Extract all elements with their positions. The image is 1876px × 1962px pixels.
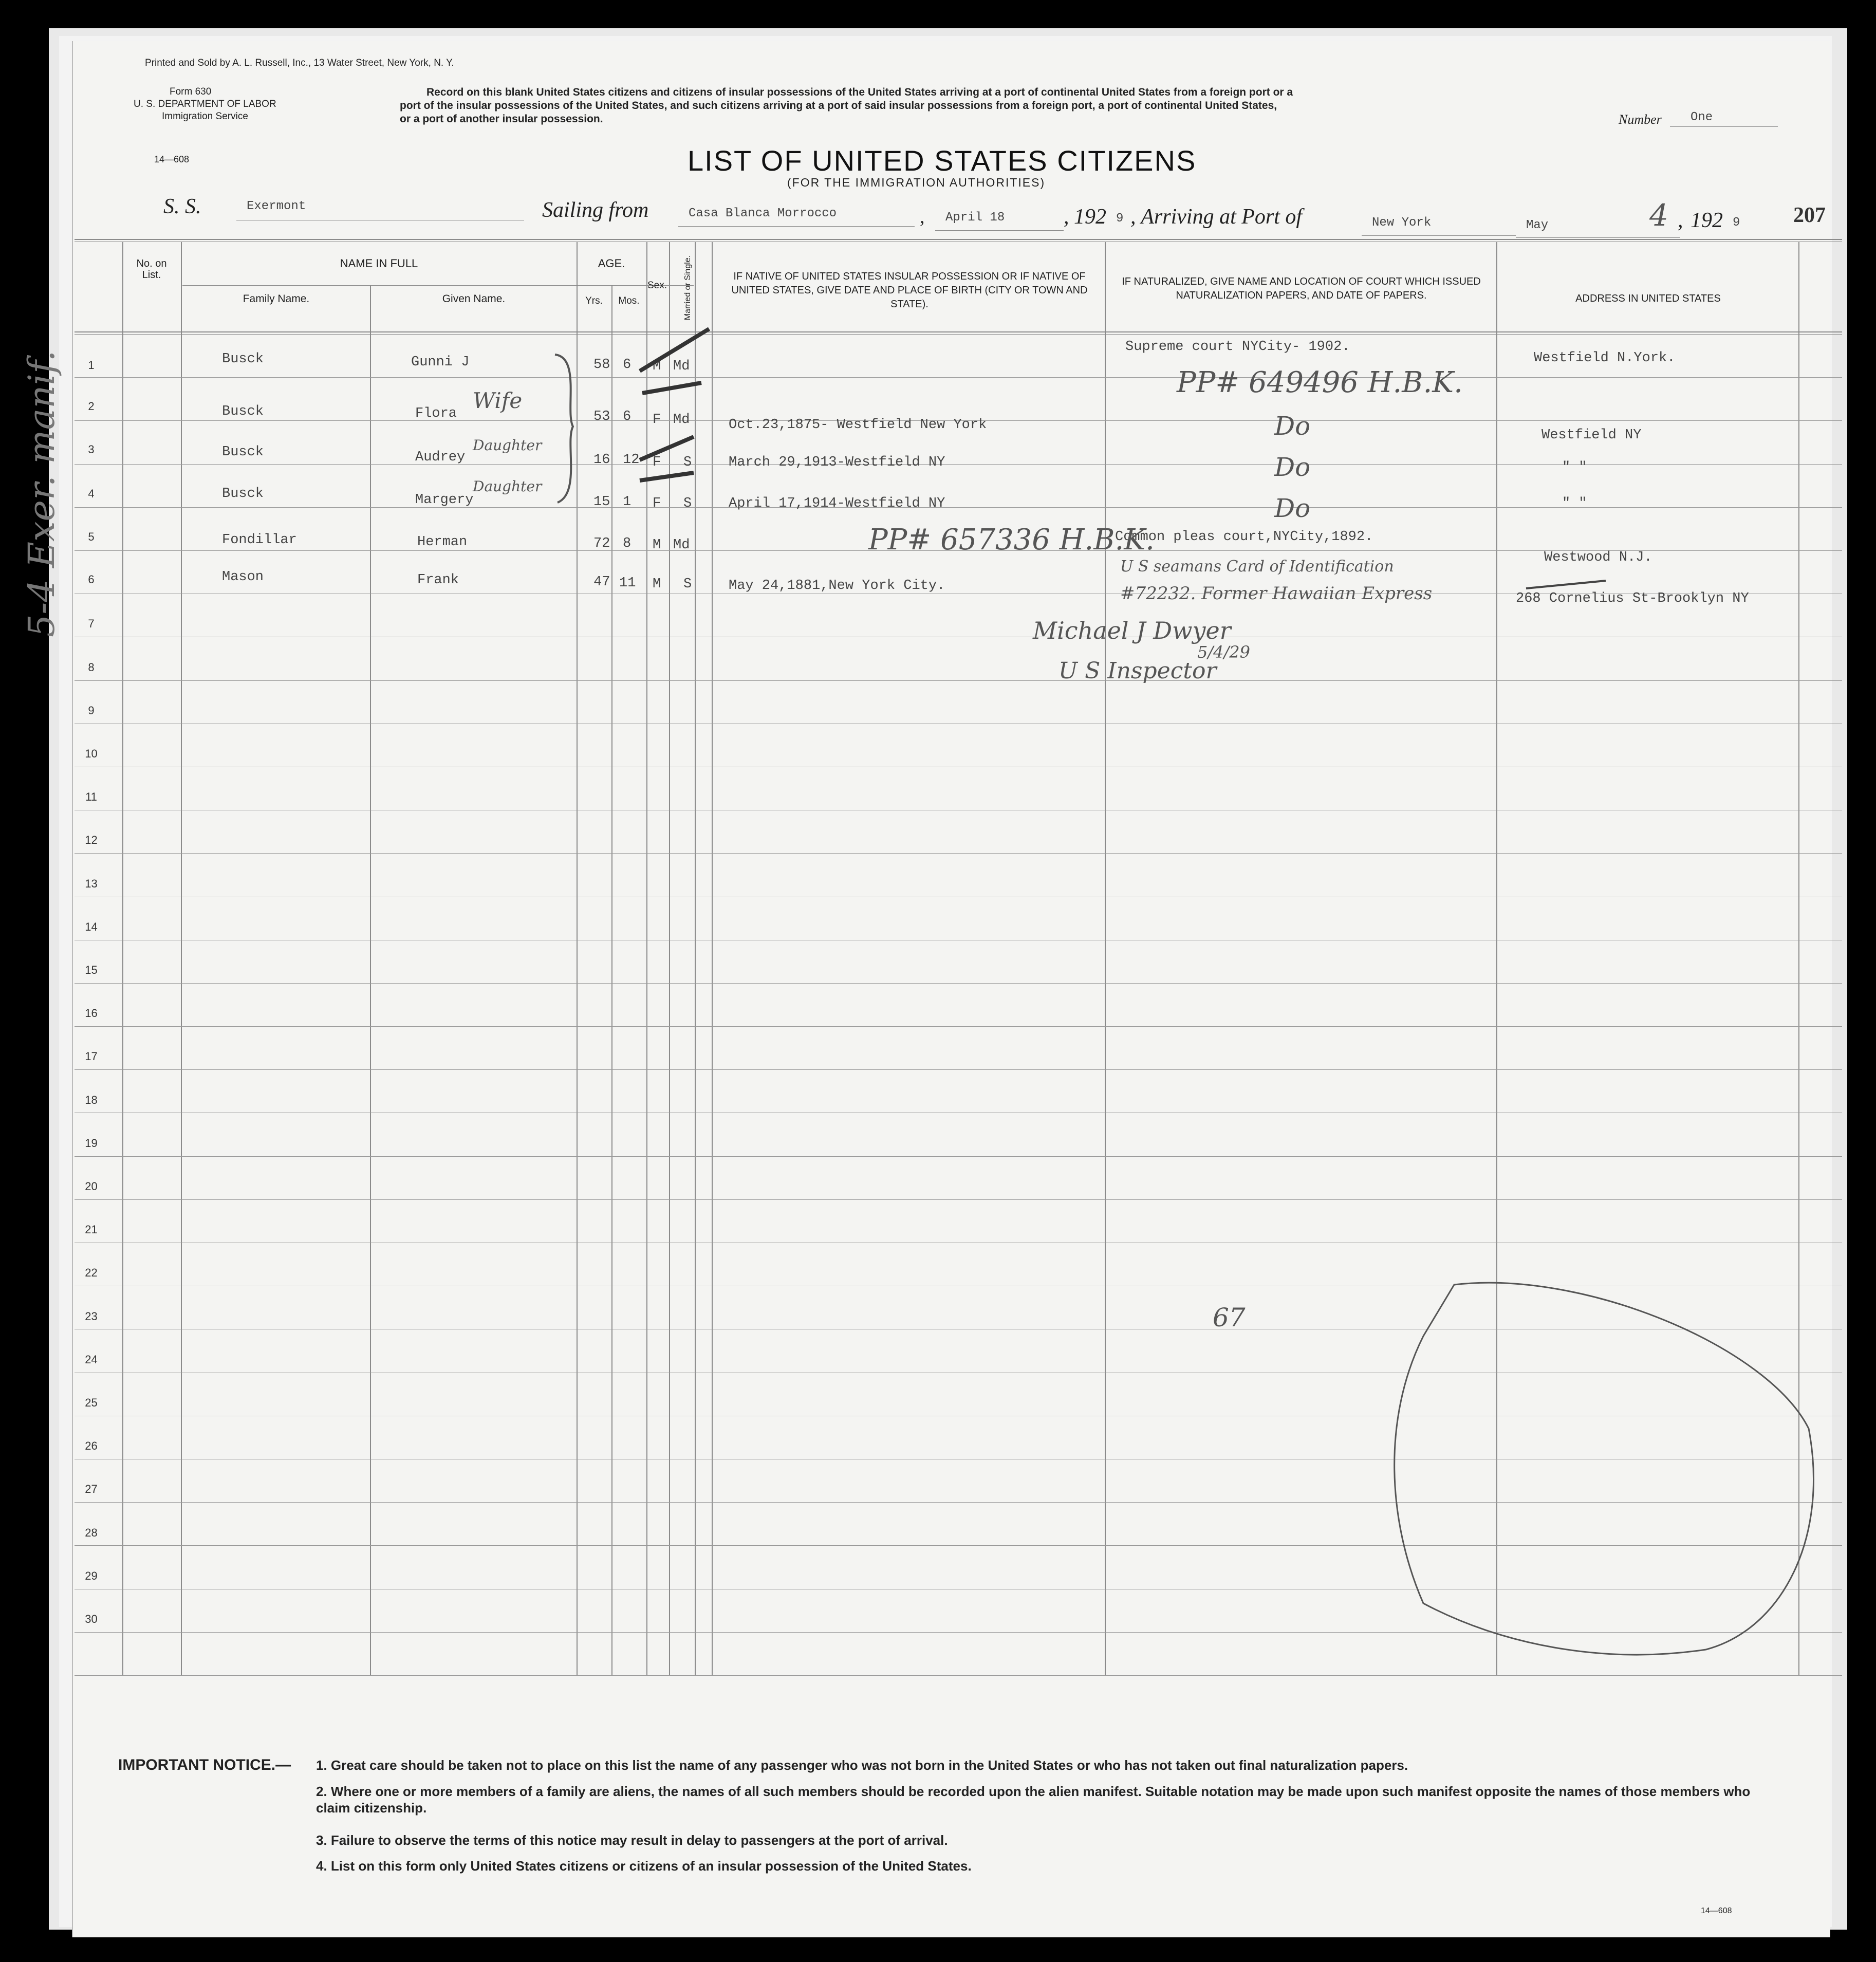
arriving-label: , Arriving at Port of bbox=[1130, 205, 1303, 229]
age-years: 16 bbox=[593, 452, 610, 468]
strike-mark bbox=[640, 437, 694, 460]
page-number: 207 bbox=[1793, 203, 1826, 227]
departure-year-prefix: 192 bbox=[1074, 205, 1106, 229]
ship-name: Exermont bbox=[247, 199, 306, 213]
row-number: 22 bbox=[85, 1266, 98, 1279]
marital-status: Md bbox=[673, 538, 690, 553]
arrival-year-digit: 9 bbox=[1733, 216, 1740, 230]
sex: M bbox=[653, 359, 661, 374]
col-header-age: AGE. bbox=[598, 257, 625, 270]
naturalization: Do bbox=[1274, 411, 1311, 441]
row-number: 20 bbox=[85, 1180, 98, 1193]
row-number: 21 bbox=[85, 1223, 98, 1236]
notice-heading: IMPORTANT NOTICE.— bbox=[118, 1756, 291, 1773]
family-brace bbox=[555, 355, 573, 503]
row-number: 18 bbox=[85, 1094, 98, 1106]
us-address: Westwood N.J. bbox=[1544, 550, 1652, 565]
birth-date-place: March 29,1913-Westfield NY bbox=[729, 455, 945, 470]
given-name: Flora bbox=[415, 406, 457, 421]
marital-status: S bbox=[683, 455, 692, 470]
row-number: 11 bbox=[85, 790, 97, 803]
margin-note: 5-4 Exer. manif. bbox=[21, 350, 63, 637]
age-years: 58 bbox=[593, 357, 610, 373]
service: Immigration Service bbox=[162, 111, 248, 122]
us-address: 268 Cornelius St-Brooklyn NY bbox=[1516, 591, 1749, 606]
birth-date-place: Oct.23,1875- Westfield New York bbox=[729, 417, 987, 433]
age-months: 8 bbox=[623, 536, 631, 551]
notice-item-2: 2. Where one or more members of a family are aliens, the names of all such members should be recorded upon the alien manifest. Suitable notation may be made upon such manifest opposite the names of those members who claim citizenship. bbox=[316, 1784, 1751, 1816]
inspector-title: U S Inspector bbox=[1058, 658, 1217, 684]
departure-year-digit: 9 bbox=[1116, 212, 1124, 226]
sex: F bbox=[653, 455, 661, 470]
marital-status: S bbox=[683, 496, 692, 511]
sex: M bbox=[653, 577, 661, 592]
notice-item-3: 3. Failure to observe the terms of this notice may result in delay to passengers at the port of arrival. bbox=[316, 1833, 948, 1848]
sailing-label: Sailing from bbox=[542, 198, 649, 222]
family-name: Fondillar bbox=[222, 532, 297, 548]
age-months: 12 bbox=[623, 452, 640, 468]
row-number: 30 bbox=[85, 1613, 98, 1625]
row-number: 14 bbox=[85, 920, 98, 933]
col-header-given: Given Name. bbox=[442, 293, 506, 305]
age-years: 15 bbox=[593, 494, 610, 510]
passport-note-1: PP# 649496 H.B.K. bbox=[1177, 366, 1463, 399]
form-title: LIST OF UNITED STATES CITIZENS bbox=[688, 144, 1197, 177]
row-number: 19 bbox=[85, 1137, 98, 1150]
age-months: 11 bbox=[619, 576, 636, 591]
row-number: 7 bbox=[88, 617, 95, 630]
row-number: 5 bbox=[88, 530, 95, 543]
row-number: 6 bbox=[88, 573, 95, 586]
col-header-name: NAME IN FULL bbox=[340, 257, 418, 270]
form-code: 14—608 bbox=[154, 154, 190, 164]
row-number: 1 bbox=[88, 359, 95, 372]
number-value: One bbox=[1691, 110, 1713, 124]
seaman-note-line-2: #72232. Former Hawaiian Express bbox=[1120, 583, 1433, 604]
col-header-native: IF NATIVE OF UNITED STATES INSULAR POSSESSION OR IF NATIVE OF UNITED STATES, GIVE DATE AND PLACE OF BIRTH (CITY OR TOWN AND STATE). bbox=[731, 271, 1088, 310]
row-number: 23 bbox=[85, 1310, 98, 1323]
age-years: 72 bbox=[593, 536, 610, 551]
row-number: 29 bbox=[85, 1569, 98, 1582]
row-number: 16 bbox=[85, 1007, 98, 1020]
us-address: Westfield N.York. bbox=[1534, 350, 1676, 366]
notice-item-1: 1. Great care should be taken not to place on this list the name of any passenger who was not born in the United States or who has not taken out final naturalization papers. bbox=[316, 1757, 1408, 1773]
family-name: Busck bbox=[222, 351, 264, 367]
age-months: 1 bbox=[623, 494, 631, 510]
naturalization: Do bbox=[1274, 493, 1311, 523]
row-number: 10 bbox=[85, 747, 98, 760]
pencil-number: 67 bbox=[1213, 1303, 1246, 1332]
sex: M bbox=[653, 538, 661, 553]
row-number: 4 bbox=[88, 487, 95, 500]
age-years: 53 bbox=[593, 409, 610, 424]
birth-date-place: May 24,1881,New York City. bbox=[729, 578, 945, 594]
row-number: 9 bbox=[88, 704, 95, 717]
naturalization: Supreme court NYCity- 1902. bbox=[1125, 339, 1350, 355]
strike-mark bbox=[1526, 581, 1606, 588]
col-header-no: No. on List. bbox=[136, 258, 167, 281]
row-number: 3 bbox=[88, 443, 95, 456]
naturalization: Do bbox=[1274, 452, 1311, 482]
marital-status: Md bbox=[673, 412, 690, 428]
row-number: 15 bbox=[85, 964, 98, 976]
age-months: 6 bbox=[623, 409, 631, 424]
instruction-line-2: port of the insular possessions of the United States, and such citizens arriving at a port of said insular possessions from a foreign port, a port of continental United States, bbox=[400, 100, 1277, 112]
arrival-month: May bbox=[1526, 218, 1549, 232]
family-name: Busck bbox=[222, 445, 264, 460]
row-number: 26 bbox=[85, 1439, 98, 1452]
row-number: 17 bbox=[85, 1050, 98, 1063]
arrival-day: 4 bbox=[1649, 198, 1668, 233]
marital-status: Md bbox=[673, 359, 690, 374]
arrival-year-prefix: 192 bbox=[1691, 209, 1723, 232]
strike-mark bbox=[642, 383, 701, 393]
ditto-mark: " " bbox=[1562, 460, 1587, 475]
seaman-note-line-1: U S seamans Card of Identification bbox=[1120, 558, 1394, 576]
relation-note: Daughter bbox=[473, 437, 542, 454]
row-number: 12 bbox=[85, 834, 98, 846]
strike-mark bbox=[640, 473, 694, 480]
row-number: 13 bbox=[85, 877, 98, 890]
given-name: Audrey bbox=[415, 450, 466, 465]
notice-item-4: 4. List on this form only United States citizens or citizens of an insular possession of the United States. bbox=[316, 1858, 972, 1874]
age-months: 6 bbox=[623, 357, 631, 373]
ss-label: S. S. bbox=[163, 195, 201, 218]
strike-mark bbox=[640, 329, 709, 371]
given-name: Gunni J bbox=[411, 355, 470, 370]
col-header-mos: Mos. bbox=[618, 295, 640, 306]
relation-note: Daughter bbox=[473, 478, 542, 495]
arrival-port: New York bbox=[1372, 216, 1432, 230]
col-header-naturalized: IF NATURALIZED, GIVE NAME AND LOCATION OF COURT WHICH ISSUED NATURALIZATION PAPERS, AND DATE OF PAPERS. bbox=[1122, 276, 1481, 301]
naturalization: Common pleas court,NYCity,1892. bbox=[1115, 529, 1373, 545]
row-number: 24 bbox=[85, 1353, 98, 1366]
departure-date: April 18 bbox=[945, 211, 1005, 225]
pencil-circle bbox=[1395, 1283, 1814, 1655]
family-name: Busck bbox=[222, 486, 264, 502]
given-name: Frank bbox=[417, 572, 459, 588]
row-number: 8 bbox=[88, 661, 95, 674]
col-header-married: Married or Single. bbox=[683, 255, 692, 321]
col-header-family: Family Name. bbox=[243, 293, 310, 305]
sex: F bbox=[653, 412, 661, 428]
marital-status: S bbox=[683, 577, 692, 592]
row-number: 2 bbox=[88, 400, 95, 413]
given-name: Margery bbox=[415, 492, 474, 508]
sex: F bbox=[653, 496, 661, 511]
inspector-signature: Michael J Dwyer bbox=[1033, 617, 1231, 644]
passport-note-2: PP# 657336 H.B.K. bbox=[868, 523, 1155, 557]
row-number: 28 bbox=[85, 1526, 98, 1539]
birth-date-place: April 17,1914-Westfield NY bbox=[729, 496, 945, 511]
relation-note: Wife bbox=[473, 388, 523, 413]
form-number: Form 630 bbox=[170, 86, 212, 97]
number-label: Number bbox=[1619, 112, 1662, 127]
col-header-yrs: Yrs. bbox=[585, 295, 603, 306]
footer-form-code: 14—608 bbox=[1701, 1907, 1732, 1915]
given-name: Herman bbox=[417, 534, 468, 550]
col-header-sex: Sex. bbox=[647, 280, 667, 291]
department: U. S. DEPARTMENT OF LABOR bbox=[134, 99, 276, 109]
age-years: 47 bbox=[593, 575, 610, 590]
family-name: Mason bbox=[222, 569, 264, 585]
row-number: 25 bbox=[85, 1396, 98, 1409]
us-address: Westfield NY bbox=[1541, 428, 1642, 443]
col-header-address: ADDRESS IN UNITED STATES bbox=[1575, 293, 1721, 304]
instruction-line-3: or a port of another insular possession. bbox=[400, 113, 603, 125]
departure-port: Casa Blanca Morrocco bbox=[689, 207, 837, 220]
us-address: " " bbox=[1562, 496, 1587, 511]
row-number: 27 bbox=[85, 1483, 98, 1495]
family-name: Busck bbox=[222, 404, 264, 419]
form-subtitle: (FOR THE IMMIGRATION AUTHORITIES) bbox=[787, 176, 1046, 189]
inspector-date: 5/4/29 bbox=[1197, 642, 1250, 662]
printer-line: Printed and Sold by A. L. Russell, Inc., 13 Water Street, New York, N. Y. bbox=[145, 58, 454, 68]
instruction-line-1: Record on this blank United States citizens and citizens of insular possessions of the United States arriving at a port of continental United States from a foreign port or a bbox=[426, 86, 1293, 98]
